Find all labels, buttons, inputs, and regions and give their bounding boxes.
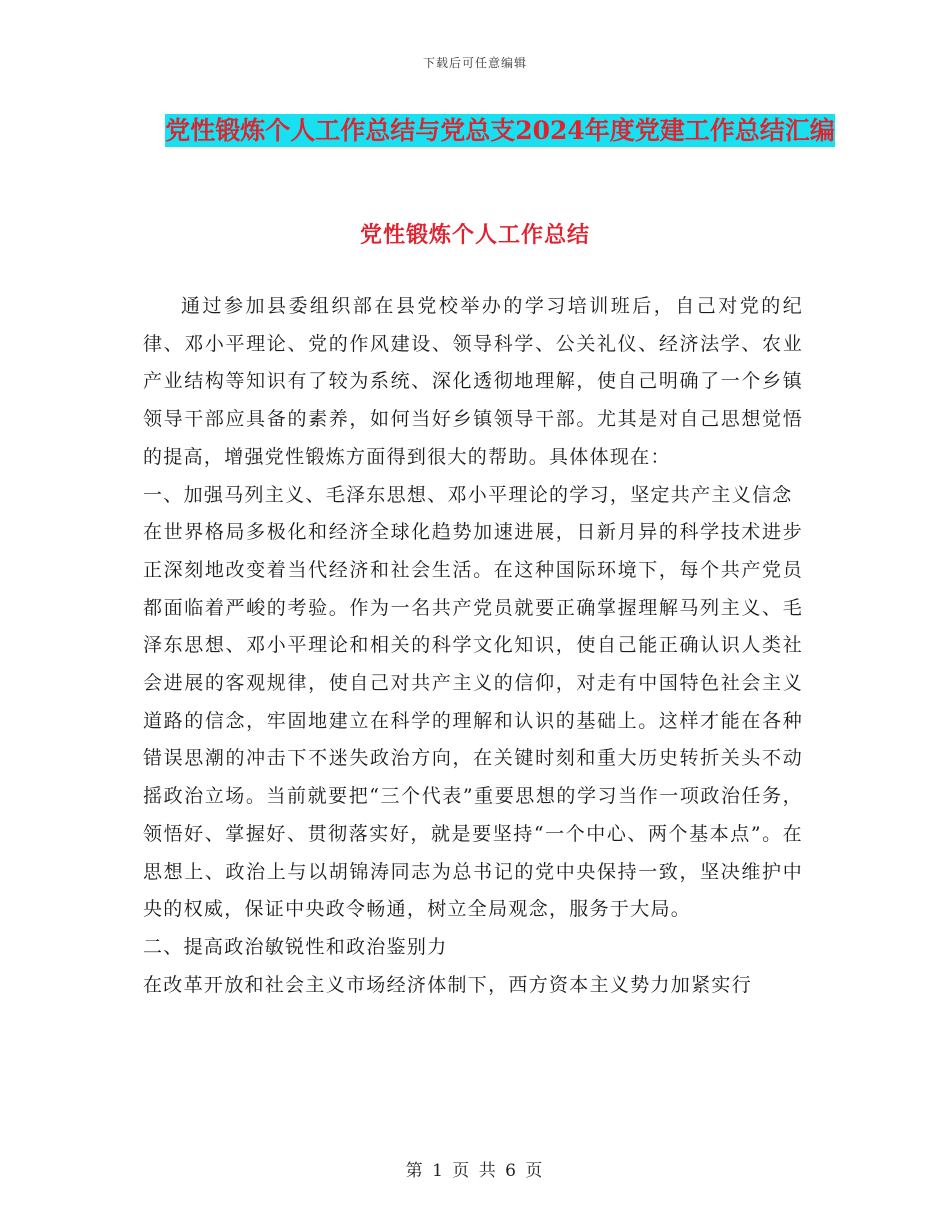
page-number: 第 1 页 共 6 页 — [405, 1161, 545, 1181]
document-title — [140, 108, 860, 154]
page-header: 下载后可任意编辑 — [422, 56, 527, 70]
heading-point-two: 二、提高政治敏锐性和政治鉴别力 — [143, 935, 448, 958]
heading-point-one: 一、加强马列主义、毛泽东思想、邓小平理论的学习，坚定共产主义信念 — [143, 483, 793, 506]
document-title-text: 党性锻炼个人工作总结与党总支2024年度党建工作总结汇编 — [165, 116, 835, 145]
paragraph-intro: 通过参加县委组织部在县党校举办的学习培训班后，自己对党的纪律、邓小平理论、党的作风建设、领导科学、公关礼仪、经济法学、农业产业结构等知识有了较为系统、深化透彻地理解，使自己明确了一个乡镇领导干部应具备的素养，如何当好乡镇领导干部。尤其是对自己思想觉悟的提高，增强党性锻炼方面得到很大的帮助。具体体现在： — [143, 295, 803, 468]
paragraph-point-one: 在世界格局多极化和经济全球化趋势加速进展，日新月异的科学技术进步正深刻地改变着当代经济和社会生活。在这种国际环境下，每个共产党员都面临着严峻的考验。作为一名共产党员就要正确掌握理解马列主义、毛泽东思想、邓小平理论和相关的科学文化知识，使自己能正确认识人类社会进展的客观规律，使自己对共产主义的信仰，对走有中国特色社会主义道路的信念，牢固地建立在科学的理解和认识的基础上。这样才能在各种错误思潮的冲击下不迷失政治方向，在关键时刻和重大历史转折关头不动摇政治立场。当前就要把“三个代表”重要思想的学习当作一项政治任务，领悟好、掌握好、贯彻落实好，就是要坚持“一个中心、两个基本点”。在思想上、政治上与以胡锦涛同志为总书记的党中央保持一致，坚决维护中央的权威，保证中央政令畅通，树立全局观念，服务于大局。 — [143, 521, 803, 921]
paragraph-point-two: 在改革开放和社会主义市场经济体制下，西方资本主义势力加紧实行 — [143, 973, 753, 996]
document-body — [143, 288, 803, 1004]
section-title: 党性锻炼个人工作总结 — [359, 222, 590, 248]
